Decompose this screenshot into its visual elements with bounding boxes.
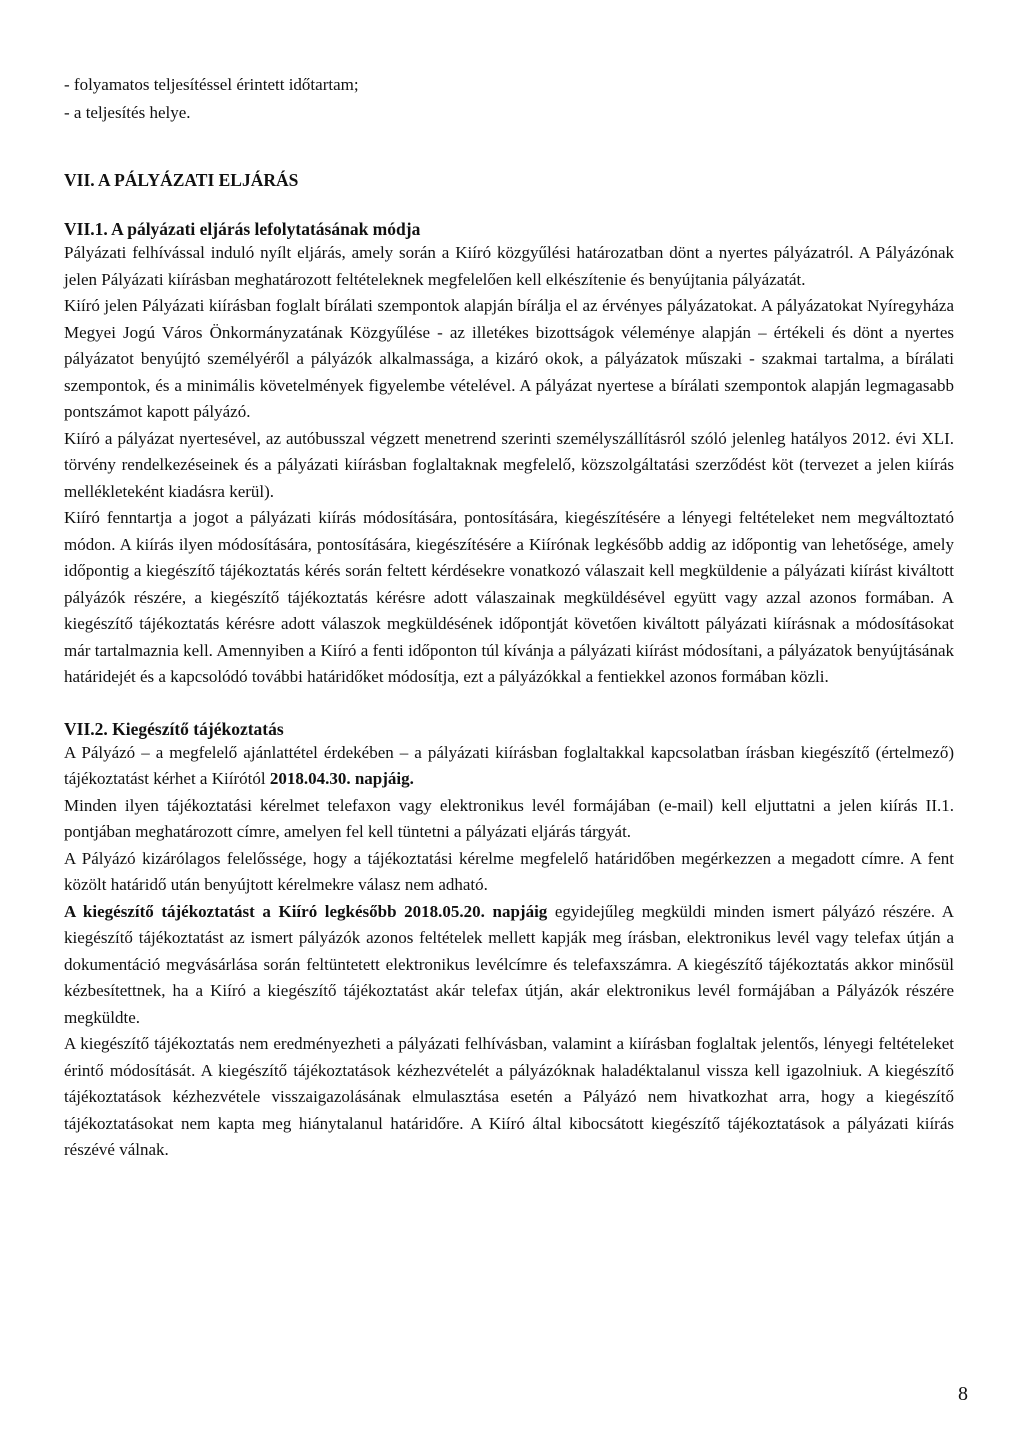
paragraph (64, 899, 954, 1032)
paragraph-text: egyidejűleg megküldi minden ismert pályázó részére. A kiegészítő tájékoztatást az ismert pályázók azonos feltételek mellett kapják meg írásban, elektronikus levél vagy telefax útján a dokumentáció megvásárlása során feltüntetett elektronikus levélcímre és telefaxszámra. A kiegészítő tájékoztatás akkor minősül kézbesítettnek, ha a Kiíró a kiegészítő tájékoztatást akár telefax útján, akár elektronikus levél formájában a Pályázók részére megküldte. (64, 901, 954, 1027)
section-title: VII. A PÁLYÁZATI ELJÁRÁS (64, 170, 299, 190)
page-number: 8 (958, 1383, 968, 1405)
deadline-date: 2018.04.30. napjáig. (269, 769, 414, 788)
paragraph: Pályázati felhívással induló nyílt eljárás, amely során a Kiíró közgyűlési határozatban dönt a nyertes pályázatról. A Pályázónak jelen Pályázati kiírásban meghatározott feltételeknek megfelelően kell elkészítenie és benyújtania pályázatát. (64, 243, 954, 289)
paragraph: Kiíró jelen Pályázati kiírásban foglalt bírálati szempontok alapján bírálja el az érvényes pályázatokat. A pályázatokat Nyíregyháza Megyei Jogú Város Önkormányzatának Közgyűlése - az illetékes bizottságok véleménye alapján – értékeli és dönt a nyertes pályázatot benyújtó személyéről a pályázók alkalmassága, a kizáró okok, a pályázatok műszaki - szakmai tartalma, a bírálati szempontok, és a minimális követelmények figyelembe vételével. A pályázat nyertese a bírálati szempontok alapján legmagasabb pontszámot kapott pályázó. (64, 296, 954, 421)
paragraph: Kiíró fenntartja a jogot a pályázati kiírás módosítására, pontosítására, kiegészítésére a lényegi feltételeket nem megváltoztató módon. A kiírás ilyen módosítására, pontosítására, kiegészítésére a Kiírónak legkésőbb addig az időpontig van lehetősége, amely időpontig a kiegészítő tájékoztatás kérés során feltett kérdésekre vonatkozó válaszait kell megküldenie a pályázati kiírást kiváltott pályázók részére, a kiegészítő tájékoztatás kérésre adott válaszainak megküldésével együtt vagy azzal azonos formában. A kiegészítő tájékoztatás kérésre adott válaszok megküldésének időpontját követően kiváltott pályázati kiírásnak a módosításokat már tartalmaznia kell. Amennyiben a Kiíró a fenti időponton túl kívánja a pályázati kiírást módosítani, a pályázatok benyújtásának határidejét és a kapcsolódó további határidőket módosítja, ezt a pályázókkal a fentiekkel azonos formában közli. (64, 508, 954, 686)
paragraph: A Pályázó kizárólagos felelőssége, hogy a tájékoztatási kérelme megfelelő határidőben megérkezzen a megadott címre. A fent közölt határidő után benyújtott kérelmekre válasz nem adható. (64, 848, 954, 894)
subsection-title-1: VII.1. A pályázati eljárás lefolytatásának módja (64, 219, 421, 239)
paragraph: Minden ilyen tájékoztatási kérelmet telefaxon vagy elektronikus levél formájában (e-mail) kell eljuttatni a jelen kiírás II.1. pontjában meghatározott címre, amelyen fel kell tüntetni a pályázati eljárás tárgyát. (64, 795, 954, 841)
subsection-title-2: VII.2. Kiegészítő tájékoztatás (64, 718, 284, 739)
paragraph: Kiíró a pályázat nyertesével, az autóbusszal végzett menetrend szerinti személyszállításról szóló jelenleg hatályos 2012. évi XLI. törvény rendelkezéseinek és a pályázati kiírásban foglaltaknak megfelelő, közszolgáltatási szerződést köt (tervezet a jelen kiírás mellékleteként kiadásra kerül). (64, 428, 954, 501)
paragraph: A kiegészítő tájékoztatás nem eredményezheti a pályázati felhívásban, valamint a kiírásban foglaltak jelentős, lényegi feltételeket érintő módosítását. A kiegészítő tájékoztatások kézhezvételét a pályázóknak haladéktalanul vissza kell igazolniuk. A kiegészítő tájékoztatások kézhezvétele visszaigazolásának elmulasztása esetén a Pályázó nem hivatkozhat arra, hogy a kiegészítő tájékoztatásokat nem kapta meg hiánytalanul határidőre. A Kiíró által kibocsátott kiegészítő tájékoztatások a pályázati kiírás részévé válnak. (64, 1034, 954, 1159)
paragraph (64, 740, 954, 793)
paragraph-text: A Pályázó – a megfelelő ajánlattétel érdekében – a pályázati kiírásban foglaltakkal kapcsolatban írásban kiegészítő (értelmező) tájékoztatást kérhet a Kiírótól (64, 742, 954, 788)
bullet-item: - a teljesítés helye. (64, 103, 191, 122)
emphasis-deadline: A kiegészítő tájékoztatást a Kiíró legkésőbb 2018.05.20. napjáig (64, 901, 548, 921)
bullet-item: - folyamatos teljesítéssel érintett időtartam; (64, 75, 359, 94)
page-content (64, 74, 954, 1164)
